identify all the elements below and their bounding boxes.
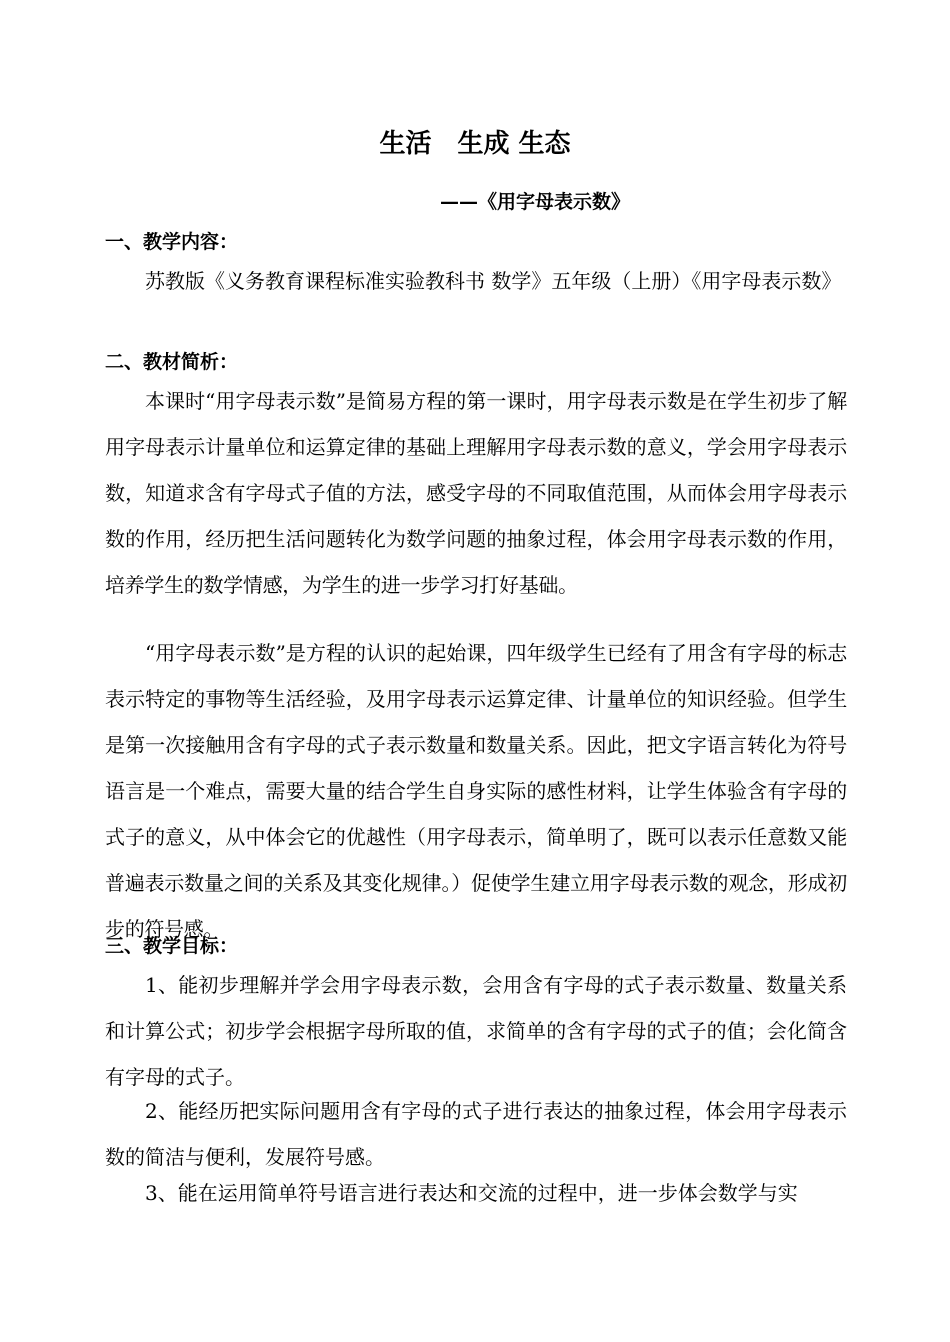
paragraph-content: 苏教版《义务教育课程标准实验教科书 数学》五年级（上册）《用字母表示数》 (145, 269, 842, 293)
paragraph-goal-3: 3、能在运用简单符号语言进行表达和交流的过程中，进一步体会数学与实 (145, 1181, 798, 1205)
document-subtitle: ——《用字母表示数》 (440, 191, 631, 213)
section-heading-goals: 三、教学目标： (105, 935, 239, 957)
paragraph-goal-2: 2、能经历把实际问题用含有字母的式子进行表达的抽象过程，体会用字母表示数的简洁与便利，发展符号感。 (105, 1099, 847, 1169)
section-heading-analysis: 二、教材简析： (105, 351, 239, 373)
document-title: 生活 生成 生态 (379, 129, 571, 159)
paragraph-goal-1: 1、能初步理解并学会用字母表示数，会用含有字母的式子表示数量、数量关系和计算公式；初步学会根据字母所取的值，求简单的含有字母的式子的值；会化简含有字母的式子。 (105, 973, 847, 1089)
paragraph-analysis-2: “用字母表示数”是方程的认识的起始课，四年级学生已经有了用含有字母的标志表示特定的事物等生活经验，及用字母表示运算定律、计量单位的知识经验。但学生是第一次接触用含有字母的式子表示数量和数量关系。因此，把文字语言转化为符号语言是一个难点，需要大量的结合学生自身实际的感性材料，让学生体验含有字母的式子的意义，从中体会它的优越性（用字母表示，简单明了，既可以表示任意数又能普遍表示数量之间的关系及其变化规律。）促使学生建立用字母表示数的观念，形成初步的符号感。 (105, 641, 847, 941)
section-heading-content: 一、教学内容： (105, 231, 239, 253)
paragraph-analysis-1: 本课时“用字母表示数”是简易方程的第一课时，用字母表示数是在学生初步了解用字母表示计量单位和运算定律的基础上理解用字母表示数的意义，学会用字母表示数，知道求含有字母式子值的方法，感受字母的不同取值范围，从而体会用字母表示数的作用，经历把生活问题转化为数学问题的抽象过程，体会用字母表示数的作用，培养学生的数学情感，为学生的进一步学习打好基础。 (105, 389, 847, 597)
